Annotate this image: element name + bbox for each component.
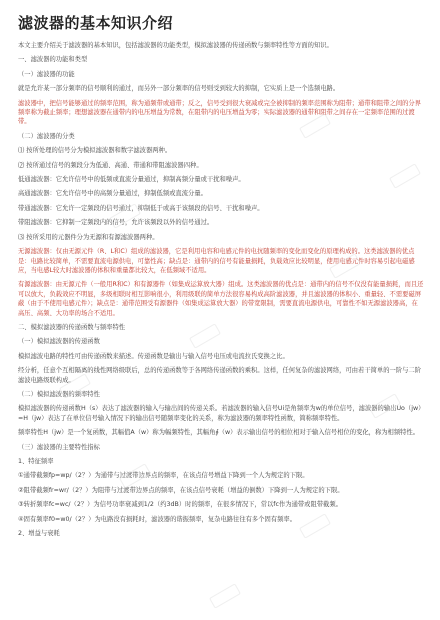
paragraph: 滤波器中，把信号能够通过的频率范围，称为通频带或通带；反之，信号受到很大衰减或完全被抑制的频率范围称为阻带；通带和阻带之间的分界频率称为截止频率；理想滤波器在通带内的电压增益为常数，在阻带内的电压增益为零；实际滤波器的通带和阻带之间存在一定频率范围的过渡带。: [18, 99, 421, 126]
paragraph: 带阻滤波器：它抑制一定频段内的信号，允许该频段以外的信号通过。: [18, 219, 214, 227]
paragraph: 无源滤波器：仅由无源元件（R、L和C）组成的滤波器，它是利用电容和电感元件的电抗随频率的变化而变化的原理构成的。这类滤波器的优点是：电路比较简单，不需要直流电源供电，可靠性高；缺点是：通带内的信号有能量损耗，负载效应比较明显，使用电感元件时容易引起电磁感应，当电感L较大时滤波器的体积和重量都比较大，在低频域不适用。: [18, 248, 415, 274]
document-body: [18, 55, 424, 538]
paragraph: 二、模拟滤波器的传递函数与频率特性: [18, 323, 126, 331]
document-title: 滤波器的基本知识介绍: [18, 14, 174, 32]
paragraph: 频率特性H（jw）是一个复函数，其幅值A（w）称为幅频特性，其幅角∮（w）表示输出信号的相位相对于输入信号相位的变化，称为相频特性。: [18, 429, 420, 437]
paragraph: 高通滤波器：它允许信号中的高频分量通过，抑制低频或直流分量。: [18, 190, 207, 198]
paragraph: ①通带截频fp=wp/（2？）为通带与过渡带边界点的频率，在该点信号增益下降到一个人为规定的下限。: [18, 472, 309, 480]
paragraph: 经分析，任意个互相隔离的线性网络级联后，总的传递函数等于各网络传递函数的乘积。这样，任何复杂的滤波网络，可由若干简单的一阶与二阶滤波电路级联构成。: [18, 367, 421, 384]
paragraph: ②阻带截频fr=wr/（2？）为阻带与过渡带边界点的频率，在该点信号衰耗（增益的倒数）下降到一人为规定的下限。: [18, 486, 344, 494]
paragraph: 模拟滤波电路的特性可由传递函数来描述。传递函数是输出与输入信号电压或电流拉氏变换之比。: [18, 352, 289, 360]
paragraph: （一）模拟滤波器的传递函数: [18, 338, 100, 346]
paragraph: 一、滤波器的功能和类型: [18, 56, 88, 64]
paragraph: 模拟滤波器的传递函数H（s）表达了滤波器的输入与输出间的传递关系。若滤波器的输入信号Ui是角频率为w的单位信号，滤波器的输出Uo（jw）=H（jw）表达了在单位信号输入情况下的输出信号随频率变化的关系，称为滤波器的频率特性函数，简称频率特性。: [18, 405, 422, 422]
intro-paragraph: 本文主要介绍关于滤波器的基本知识，包括滤波器的功能类型，模拟滤波器的传递函数与频率特性等方面的知识。: [18, 42, 333, 49]
paragraph: 有源滤波器：由无源元件（一般用R和C）和有源器件（如集成运算放大器）组成。这类滤波器的优点是：通带内的信号不仅没有能量损耗，而且还可以放大，负载效应不明显，多级相联时相互影响很小，利用级联的简单方法很容易构成高阶滤波器，并且滤波器的体积小、重量轻、不需要磁屏蔽（由于不使用电感元件）；缺点是：通带范围受有源器件（如集成运算放大器）的带宽限制，需要直流电源供电，可靠性不如无源滤波器高，在高压、高频、大功率的场合不适用。: [18, 281, 424, 317]
paragraph: ⑵ 按所通过信号的频段分为低通、高通、带通和带阻滤波器四种。: [18, 161, 203, 169]
watermark-mark: [209, 583, 241, 608]
paragraph: ③转折频率fc=wc/（2？）为信号功率衰减到1/2（约3dB）时的频率，在很多情况下，常以fc作为通带或阻带截频。: [18, 501, 342, 509]
paragraph: 带通滤波器：它允许一定频段的信号通过，抑制低于或高于该频段的信号、干扰和噪声。: [18, 204, 264, 212]
paragraph: 2、增益与衰耗: [18, 530, 60, 538]
paragraph: ⑶ 按所采用的元器件分为无源和有源滤波器两种。: [18, 233, 159, 241]
paragraph: （二）滤波器的分类: [18, 132, 75, 140]
paragraph: ④固有频率f0=w0/（2？）为电路没有损耗时，滤波器的谐振频率，复杂电路往往有多个固有频率。: [18, 515, 297, 523]
paragraph: 就是允许某一部分频率的信号顺利的通过，而另外一部分频率的信号则受到较大的抑制，它实质上是一个选频电路。: [18, 85, 340, 93]
paragraph: （二）模拟滤波器的频率特性: [18, 390, 100, 398]
paragraph: （三）滤波器的主要特性指标: [18, 443, 100, 451]
paragraph: ⑴ 按所处理的信号分为模拟滤波器和数字滤波器两种。: [18, 147, 172, 155]
paragraph: 低通滤波器：它允许信号中的低频或直流分量通过，抑制高频分量或干扰和噪声。: [18, 176, 245, 184]
paragraph: 1、特征频率: [18, 458, 54, 465]
paragraph: （一）滤波器的功能: [18, 70, 75, 78]
